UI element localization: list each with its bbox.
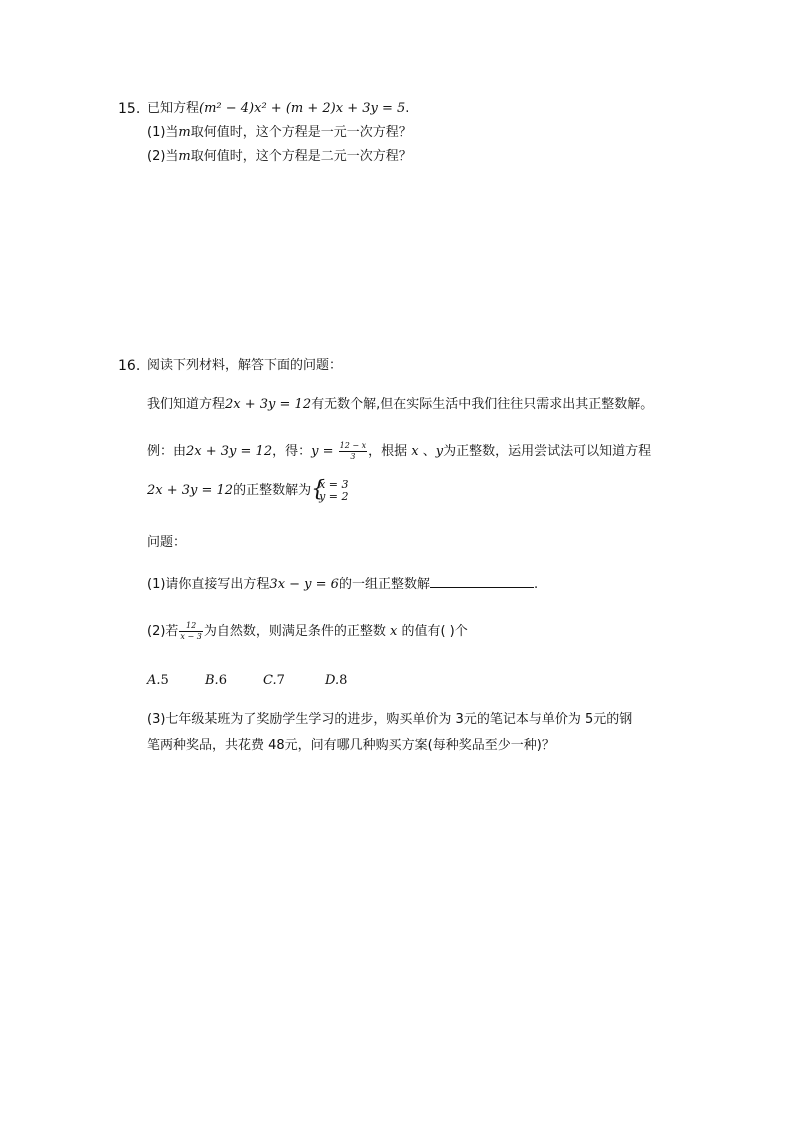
q16-part2-b: 为自然数，则满足条件的正整数 bbox=[203, 624, 386, 639]
q16-ex-y-equals: y = bbox=[311, 444, 334, 459]
choice-a-letter: A. bbox=[147, 673, 161, 688]
q16-ex-var-y: y bbox=[435, 444, 444, 459]
q15-stem-prefix: 已知方程 bbox=[147, 101, 200, 116]
choice-a-value: 5 bbox=[160, 673, 169, 688]
choice-c-letter: C. bbox=[263, 673, 277, 688]
q16-part2 bbox=[147, 618, 468, 646]
q15-stem bbox=[147, 100, 409, 118]
q16-answer-line bbox=[147, 477, 349, 505]
q16-part3-line2: 笔两种奖品，共花费 48元，问有哪几种购买方案(每种奖品至少一种)？ bbox=[147, 738, 555, 753]
choice-d-value: 8 bbox=[339, 673, 348, 688]
q16-part1-equation: 3x − y = 6 bbox=[269, 577, 339, 592]
q15-part2 bbox=[147, 148, 412, 166]
q16-ex-sep: 、 bbox=[422, 444, 436, 459]
q16-p1-a: 我们知道方程 bbox=[147, 397, 226, 412]
q16-ex-equation: 2x + 3y = 12 bbox=[186, 444, 273, 459]
choice-b-letter: B. bbox=[205, 673, 219, 688]
q15-part2-b: 取何值时，这个方程是二元一次方程？ bbox=[190, 149, 412, 164]
choice-d[interactable] bbox=[325, 672, 383, 690]
q16-ex-b: ，得： bbox=[272, 444, 312, 459]
q16-part1-end: . bbox=[533, 577, 539, 592]
q16-ex-fraction-numerator: 12 − x bbox=[339, 441, 367, 450]
q15-equation: (m² − 4)x² + (m + 2)x + 3y = 5 bbox=[199, 101, 406, 116]
q16-ex-d: 为正整数，运用尝试法可以知道方程 bbox=[443, 444, 652, 459]
q16-ex-fraction bbox=[339, 441, 367, 462]
choice-b[interactable] bbox=[205, 672, 263, 690]
q15-number: 15. bbox=[118, 101, 141, 117]
q16-p1-b: 有无数个解,但在实际生活中我们往往只需求出其正整数解。 bbox=[311, 397, 654, 412]
choice-a[interactable] bbox=[147, 672, 205, 690]
q16-sys-line2: y = 2 bbox=[319, 489, 349, 503]
q15-stem-end: . bbox=[405, 101, 410, 116]
choice-c-value: 7 bbox=[276, 673, 285, 688]
q16-part2-a: (2)若 bbox=[147, 624, 179, 639]
q15-part1-b: 取何值时，这个方程是一元一次方程？ bbox=[190, 125, 412, 140]
choice-c[interactable] bbox=[263, 672, 325, 690]
q16-sys-line1: { x = 3 bbox=[319, 477, 349, 491]
q16-p1-equation: 2x + 3y = 12 bbox=[225, 397, 312, 412]
q16-ex-fraction-denominator: 3 bbox=[350, 452, 356, 461]
q16-example bbox=[147, 438, 651, 466]
q15-part2-a: (2)当 bbox=[147, 149, 179, 164]
q16-ex-a: 例：由 bbox=[147, 444, 187, 459]
q16-part1-a: (1)请你直接写出方程 bbox=[147, 577, 270, 592]
q15-part1 bbox=[147, 124, 412, 142]
q16-solution-system bbox=[311, 479, 348, 503]
q15-part1-a: (1)当 bbox=[147, 125, 179, 140]
q16-paragraph bbox=[147, 396, 653, 414]
q16-part1 bbox=[147, 575, 538, 594]
q16-question-label: 问题： bbox=[147, 535, 187, 550]
q15-part2-var: m bbox=[178, 149, 191, 164]
q16-number: 16. bbox=[118, 358, 141, 374]
q16-intro: 阅读下列材料，解答下面的问题： bbox=[147, 358, 343, 373]
q16-ans-text: 的正整数解为 bbox=[233, 483, 312, 498]
q16-part2-c: 的值有( )个 bbox=[401, 624, 468, 639]
q16-part2-fraction-numerator: 12 bbox=[179, 621, 202, 632]
q16-part2-var: x bbox=[389, 624, 398, 639]
q16-ex-var-x: x bbox=[411, 444, 419, 459]
q16-part2-fraction-denominator: x − 3 bbox=[180, 632, 202, 641]
q16-ex-c: ，根据 bbox=[368, 444, 408, 459]
choice-d-letter: D. bbox=[325, 673, 340, 688]
q16-part3-line1: (3)七年级某班为了奖励学生学习的进步，购买单价为 3元的笔记本与单价为 5元的钢 bbox=[147, 712, 633, 727]
q16-choices bbox=[147, 672, 383, 690]
q15-part1-var: m bbox=[178, 125, 191, 140]
q16-part2-fraction bbox=[179, 621, 202, 642]
choice-b-value: 6 bbox=[218, 673, 227, 688]
answer-blank[interactable] bbox=[430, 575, 534, 588]
q16-part1-b: 的一组正整数解 bbox=[338, 577, 430, 592]
q16-ans-equation: 2x + 3y = 12 bbox=[147, 483, 234, 498]
